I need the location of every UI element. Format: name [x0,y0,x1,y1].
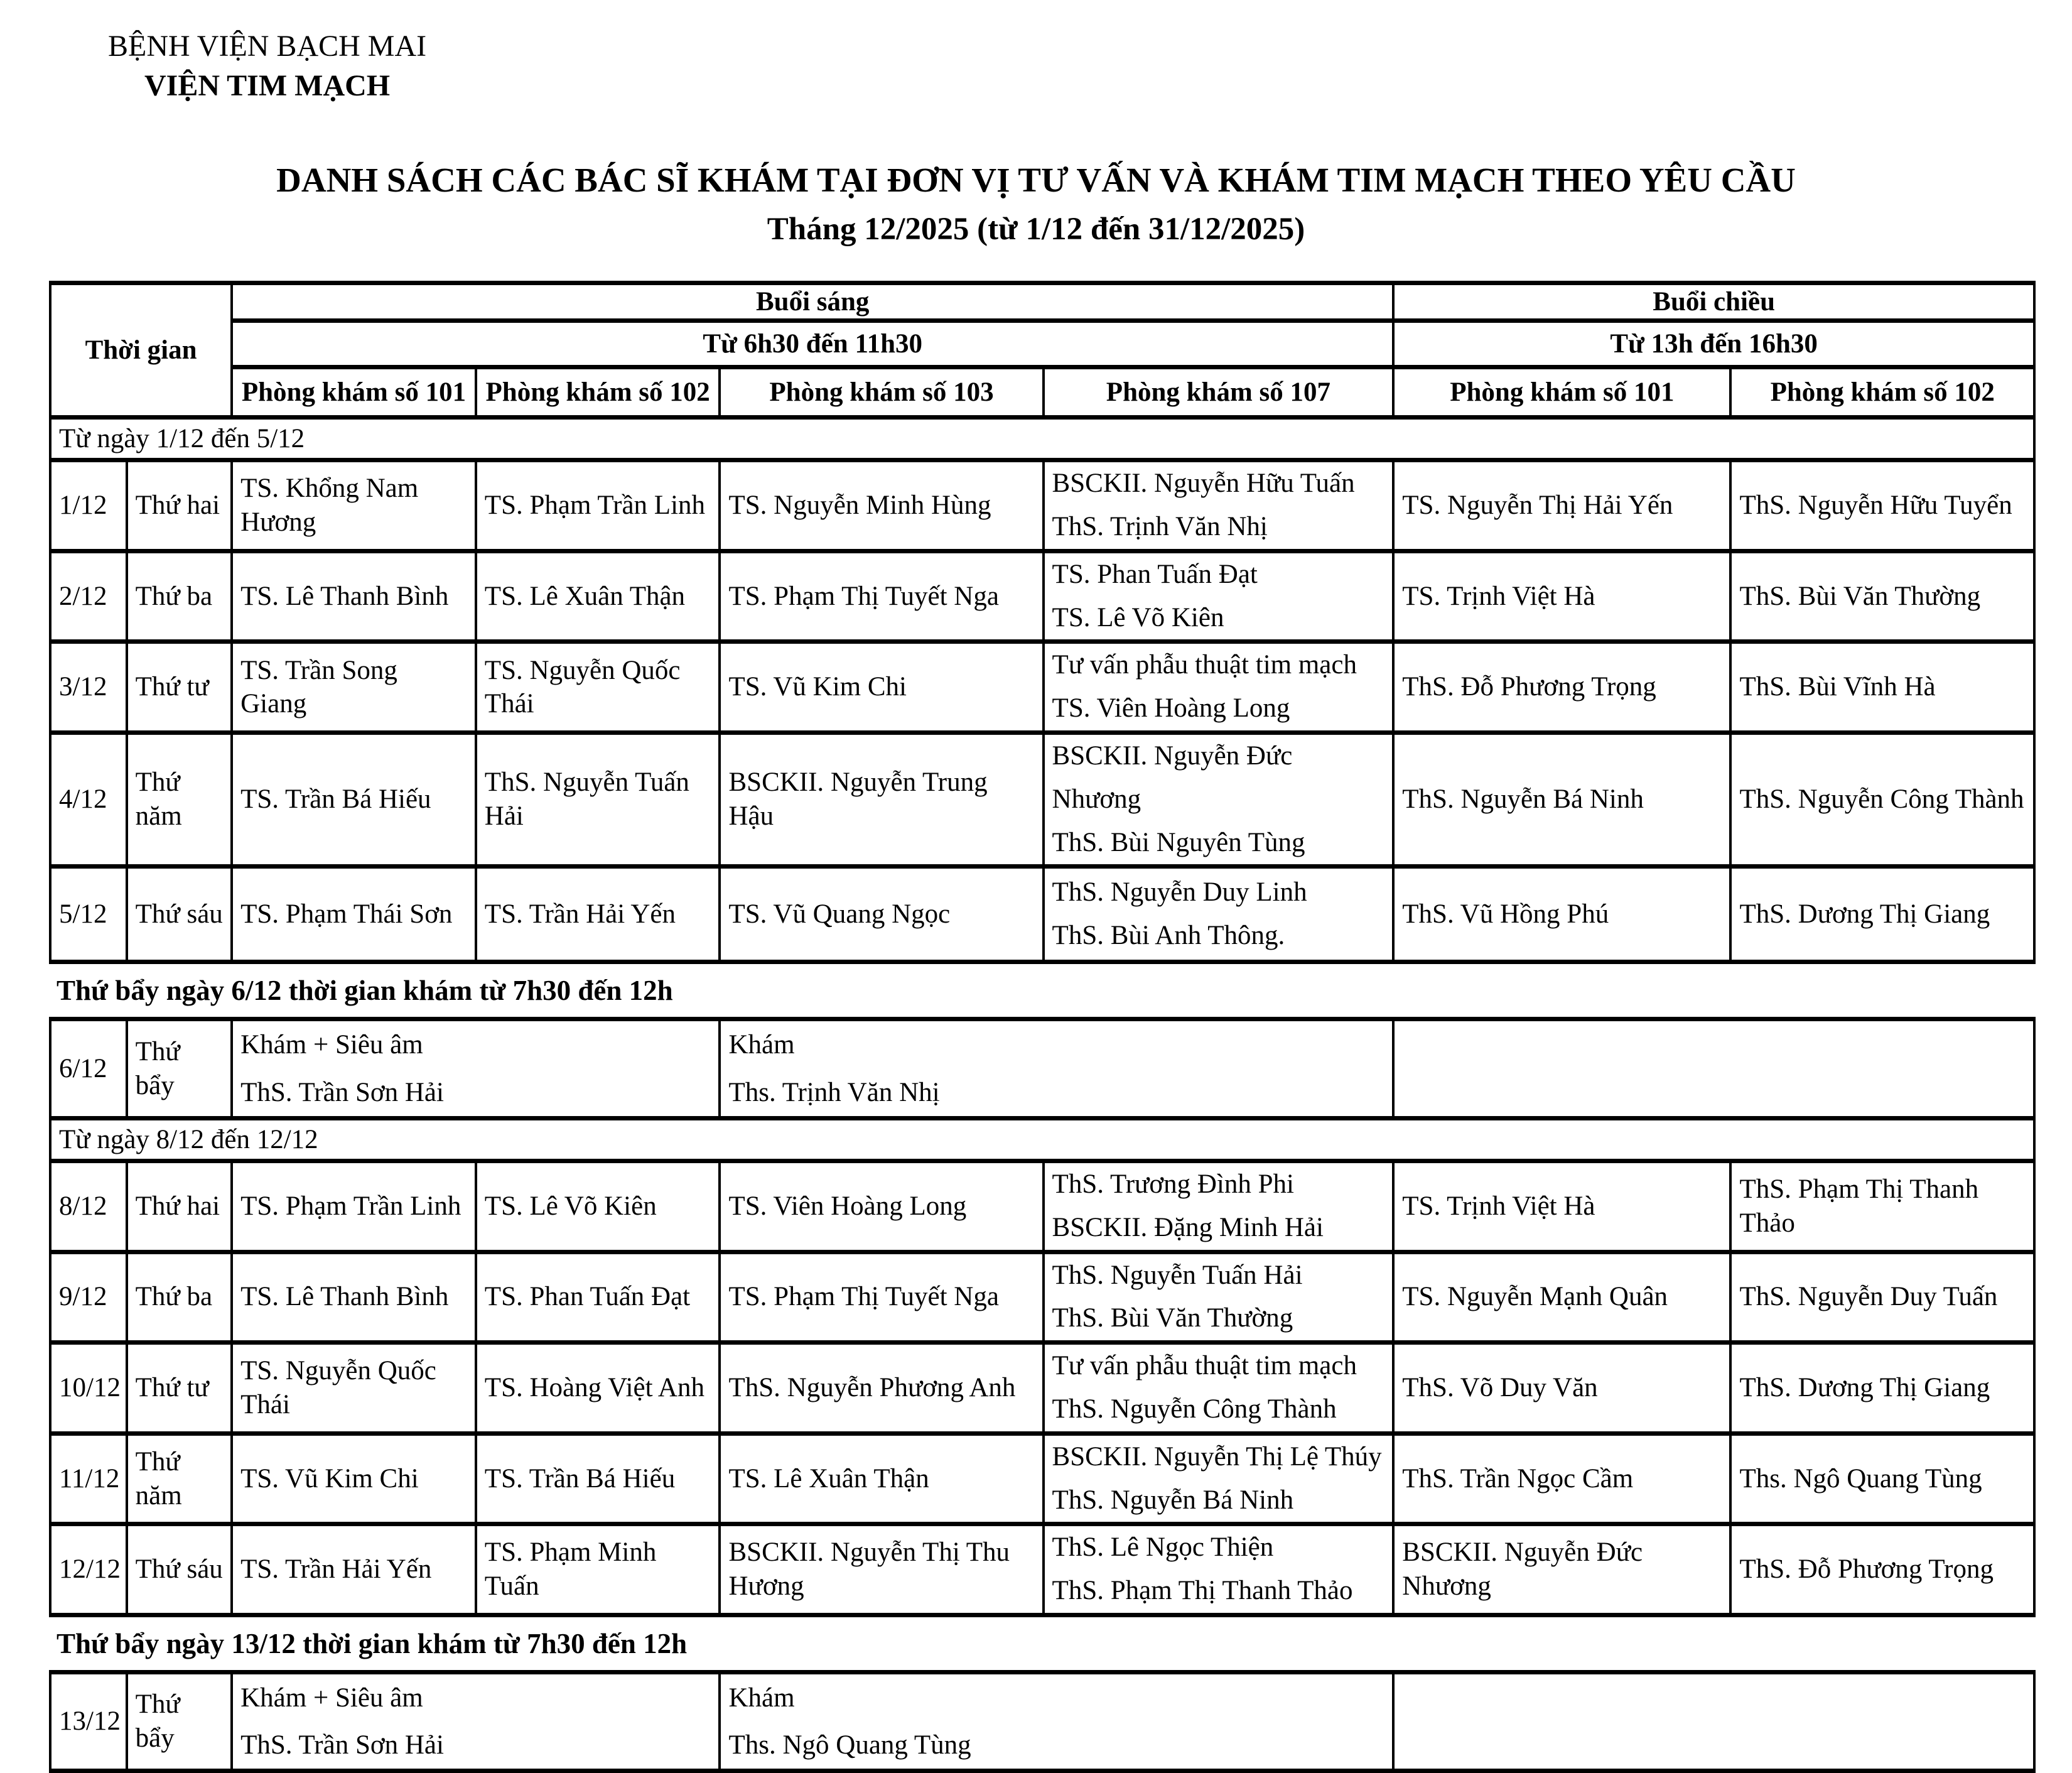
doctor-cell: ThS. Dương Thị Giang [1730,1343,2034,1434]
doctor-cell: TS. Phạm Minh Tuấn [476,1524,720,1615]
doctor-cell: ThS. Bùi Văn Thường [1730,551,2034,642]
doctor-name: ThS. Nguyễn Công Thành [1052,1394,1337,1424]
header-afternoon: Buổi chiều [1393,283,2034,321]
header-room-102-pm: Phòng khám số 102 [1730,367,2034,418]
doctor-cell: TS. Lê Thanh Bình [232,551,476,642]
exam-ultrasound-cell [232,1672,720,1771]
doctor-cell: TS. Trịnh Việt Hà [1393,551,1730,642]
doctor-cell [1044,733,1394,867]
date-cell: 5/12 [50,867,127,962]
header-room-107: Phòng khám số 107 [1044,367,1394,418]
doctor-name: ThS. Bùi Anh Thông. [1052,920,1285,950]
doctor-cell [1044,460,1394,551]
day-cell: Thứ bẩy [127,1019,232,1119]
doctor-cell: TS. Lê Võ Kiên [476,1161,720,1252]
doctor-cell: TS. Nguyễn Quốc Thái [232,1343,476,1434]
doctor-cell: TS. Phạm Thái Sơn [232,867,476,962]
exam-cell [720,1019,1393,1119]
doctor-name: ThS. Nguyễn Tuấn Hải [1052,1260,1303,1290]
consult-label: Tư vấn phẫu thuật tim mạch [1052,1351,1357,1381]
exam-cell [720,1672,1393,1771]
doctor-cell: TS. Phạm Trần Linh [476,460,720,551]
doctor-name: Ths. Ngô Quang Tùng [728,1730,971,1760]
doctor-cell: TS. Hoàng Việt Anh [476,1343,720,1434]
doctor-cell: ThS. Đỗ Phương Trọng [1393,642,1730,733]
doctor-cell: TS. Nguyễn Minh Hùng [720,460,1043,551]
day-cell: Thứ sáu [127,867,232,962]
empty-cell [1393,1019,2034,1119]
service-label: Khám + Siêu âm [240,1030,423,1060]
doctor-cell: ThS. Nguyễn Hữu Tuyển [1730,460,2034,551]
service-label: Khám + Siêu âm [240,1683,423,1713]
doctor-cell: TS. Nguyễn Quốc Thái [476,642,720,733]
doctor-cell: TS. Phạm Thị Tuyết Nga [720,1252,1043,1343]
day-cell: Thứ sáu [127,1524,232,1615]
doctor-name: ThS. Trần Sơn Hải [240,1730,444,1760]
date-cell: 11/12 [50,1433,127,1524]
table-row [50,1672,2034,1771]
header-afternoon-time: Từ 13h đến 16h30 [1393,321,2034,367]
doctor-cell: TS. Lê Xuân Thận [720,1433,1043,1524]
doctor-cell: TS. Lê Thanh Bình [232,1252,476,1343]
table-row [50,1433,2034,1524]
doctor-cell: TS. Phạm Trần Linh [232,1161,476,1252]
doctor-cell: ThS. Đỗ Phương Trọng [1730,1524,2034,1615]
doctor-name: ThS. Phạm Thị Thanh Thảo [1052,1576,1353,1606]
date-cell: 1/12 [50,460,127,551]
doctor-cell: TS. Trần Song Giang [232,642,476,733]
doctor-cell: TS. Vũ Kim Chi [232,1433,476,1524]
day-cell: Thứ tư [127,642,232,733]
doctor-name: ThS. Lê Ngọc Thiện [1052,1532,1274,1563]
exam-ultrasound-cell [232,1019,720,1119]
doctor-cell: TS. Trần Hải Yến [232,1524,476,1615]
doctor-cell: ThS. Bùi Vĩnh Hà [1730,642,2034,733]
section-week1: Từ ngày 1/12 đến 5/12 [50,418,2034,460]
service-label: Khám [728,1030,795,1060]
header-morning-time: Từ 6h30 đến 11h30 [232,321,1393,367]
doctor-name: ThS. Nguyễn Duy Linh [1052,877,1307,908]
doctor-name: Ths. Trịnh Văn Nhị [728,1077,940,1107]
day-cell: Thứ tư [127,1343,232,1434]
doctor-cell: ThS. Dương Thị Giang [1730,867,2034,962]
section-week2: Từ ngày 8/12 đến 12/12 [50,1118,2034,1161]
header-morning: Buổi sáng [232,283,1393,321]
service-label: Khám [728,1683,795,1713]
date-cell: 12/12 [50,1524,127,1615]
doctor-cell: TS. Trịnh Việt Hà [1393,1161,1730,1252]
doctor-cell: TS. Trần Hải Yến [476,867,720,962]
doctor-cell [1044,1252,1394,1343]
doctor-cell: TS. Nguyễn Thị Hải Yến [1393,460,1730,551]
day-cell: Thứ năm [127,1433,232,1524]
doctor-cell: TS. Nguyễn Mạnh Quân [1393,1252,1730,1343]
date-cell: 13/12 [50,1672,127,1771]
doctor-name: ThS. Bùi Văn Thường [1052,1303,1293,1333]
doctor-cell: ThS. Nguyễn Công Thành [1730,733,2034,867]
doctor-cell [1044,1433,1394,1524]
date-cell: 10/12 [50,1343,127,1434]
doctor-name: ThS. Trịnh Văn Nhị [1052,512,1268,542]
day-cell: Thứ ba [127,551,232,642]
doctor-cell: TS. Trần Bá Hiếu [232,733,476,867]
table-row [50,1252,2034,1343]
doctor-cell [1044,1161,1394,1252]
section-saturday-13-12: Thứ bẩy ngày 13/12 thời gian khám từ 7h30 đến 12h [57,1627,688,1659]
header-time-label: Thời gian [50,283,232,418]
title-block [0,158,2072,251]
doctor-cell: ThS. Nguyễn Tuấn Hải [476,733,720,867]
doc-subtitle: Tháng 12/2025 (từ 1/12 đến 31/12/2025) [767,212,1305,247]
schedule-table-week2 [49,1017,2036,1617]
table-row [50,733,2034,867]
page [0,26,2072,1773]
day-cell: Thứ hai [127,460,232,551]
doctor-cell: BSCKII. Nguyễn Đức Nhương [1393,1524,1730,1615]
table-row [50,460,2034,551]
consult-label: Tư vấn phẫu thuật tim mạch [1052,650,1357,680]
header-room-101-am: Phòng khám số 101 [232,367,476,418]
table-row [50,1019,2034,1119]
doctor-name: BSCKII. Nguyễn Hữu Tuấn [1052,469,1355,499]
table-row [50,1161,2034,1252]
institute-name: VIỆN TIM MẠCH [144,69,391,103]
doctor-cell: TS. Khổng Nam Hương [232,460,476,551]
doc-title: DANH SÁCH CÁC BÁC SĨ KHÁM TẠI ĐƠN VỊ TƯ VẤN VÀ KHÁM TIM MẠCH THEO YÊU CẦU [276,160,1796,199]
doctor-name: TS. Phan Tuấn Đạt [1052,559,1258,589]
schedule-table-week1 [49,281,2036,965]
org-block [108,26,426,106]
doctor-name: BSCKII. Nguyễn Đức Nhương [1052,741,1293,814]
doctor-cell: TS. Phan Tuấn Đạt [476,1252,720,1343]
header-room-102-am: Phòng khám số 102 [476,367,720,418]
doctor-name: ThS. Trần Sơn Hải [240,1077,444,1107]
header-room-103: Phòng khám số 103 [720,367,1043,418]
doctor-cell: ThS. Phạm Thị Thanh Thảo [1730,1161,2034,1252]
doctor-cell: TS. Vũ Kim Chi [720,642,1043,733]
table-row [50,642,2034,733]
doctor-name: ThS. Bùi Nguyên Tùng [1052,827,1305,857]
doctor-cell: TS. Phạm Thị Tuyết Nga [720,551,1043,642]
schedule-table-sat13 [49,1670,2036,1773]
doctor-cell [1044,867,1394,962]
date-cell: 3/12 [50,642,127,733]
date-cell: 2/12 [50,551,127,642]
doctor-cell: Ths. Ngô Quang Tùng [1730,1433,2034,1524]
header-room-101-pm: Phòng khám số 101 [1393,367,1730,418]
doctor-name: TS. Lê Võ Kiên [1052,602,1224,632]
date-cell: 8/12 [50,1161,127,1252]
doctor-cell [1044,642,1394,733]
day-cell: Thứ năm [127,733,232,867]
date-cell: 6/12 [50,1019,127,1119]
doctor-cell: TS. Vũ Quang Ngọc [720,867,1043,962]
doctor-name: ThS. Trương Đình Phi [1052,1169,1294,1199]
table-row [50,551,2034,642]
section-saturday-6-12: Thứ bẩy ngày 6/12 thời gian khám từ 7h30 đến 12h [57,975,673,1007]
doctor-name: ThS. Nguyễn Bá Ninh [1052,1485,1294,1515]
doctor-cell: ThS. Nguyễn Duy Tuấn [1730,1252,2034,1343]
day-cell: Thứ ba [127,1252,232,1343]
table-row [50,867,2034,962]
doctor-name: BSCKII. Nguyễn Thị Lệ Thúy [1052,1441,1382,1472]
doctor-cell: TS. Viên Hoàng Long [720,1161,1043,1252]
doctor-cell [1044,1343,1394,1434]
doctor-cell: BSCKII. Nguyễn Trung Hậu [720,733,1043,867]
doctor-name: BSCKII. Đặng Minh Hải [1052,1212,1324,1242]
day-cell: Thứ hai [127,1161,232,1252]
empty-cell [1393,1672,2034,1771]
doctor-cell: BSCKII. Nguyễn Thị Thu Hương [720,1524,1043,1615]
doctor-cell: ThS. Võ Duy Văn [1393,1343,1730,1434]
date-cell: 9/12 [50,1252,127,1343]
doctor-cell: ThS. Vũ Hồng Phú [1393,867,1730,962]
table-row [50,1343,2034,1434]
doctor-cell: ThS. Trần Ngọc Cầm [1393,1433,1730,1524]
day-cell: Thứ bẩy [127,1672,232,1771]
doctor-cell: ThS. Nguyễn Phương Anh [720,1343,1043,1434]
doctor-cell: ThS. Nguyễn Bá Ninh [1393,733,1730,867]
hospital-name: BỆNH VIỆN BẠCH MAI [108,30,427,63]
doctor-cell [1044,551,1394,642]
date-cell: 4/12 [50,733,127,867]
doctor-cell: TS. Lê Xuân Thận [476,551,720,642]
doctor-name: TS. Viên Hoàng Long [1052,693,1290,724]
doctor-cell: TS. Trần Bá Hiếu [476,1433,720,1524]
